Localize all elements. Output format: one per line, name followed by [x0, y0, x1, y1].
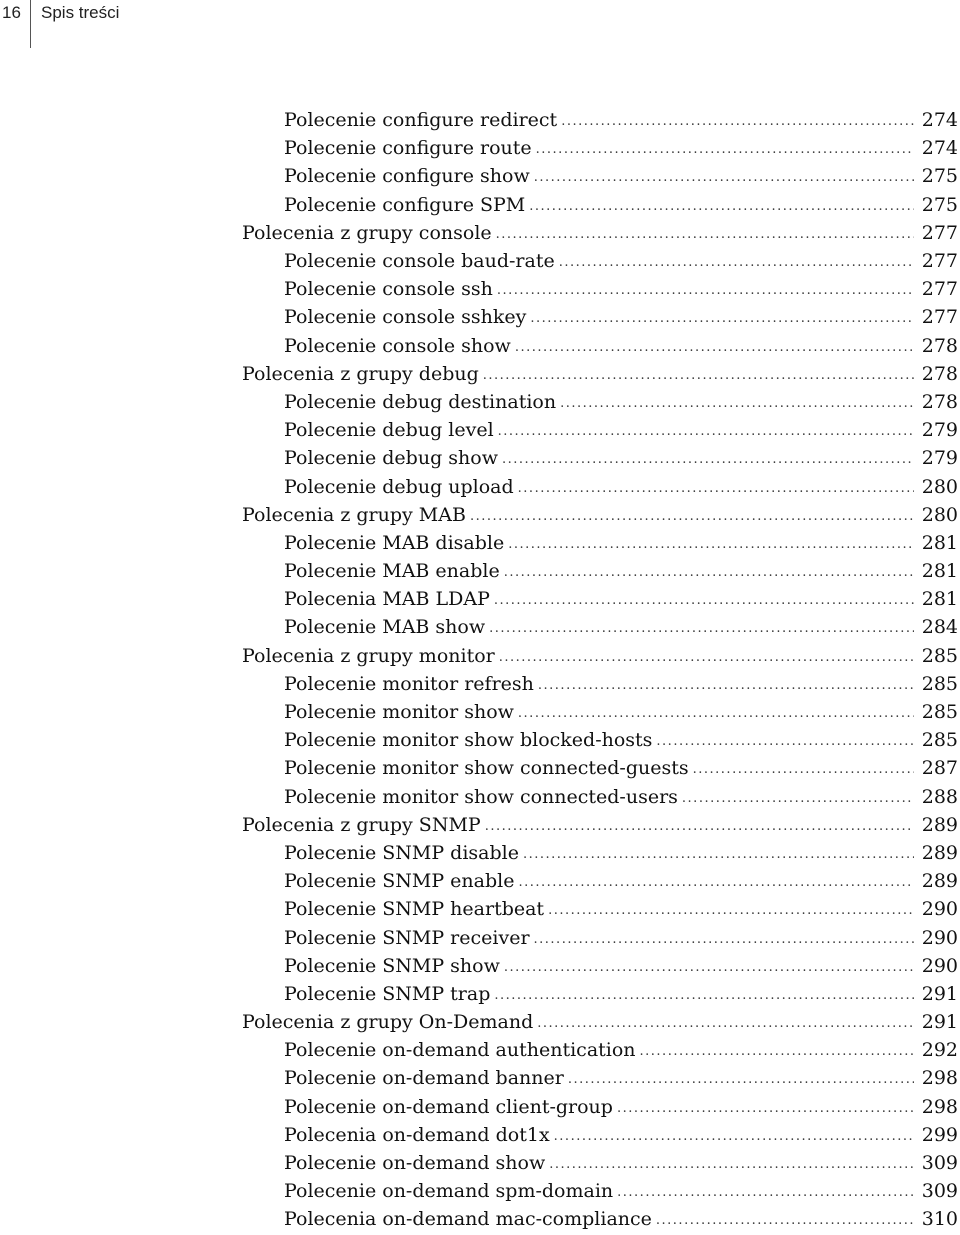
toc-subsection-entry[interactable]	[240, 1121, 960, 1149]
toc-dot-leader	[530, 303, 914, 331]
toc-dot-leader	[656, 1205, 914, 1233]
toc-section-entry[interactable]	[240, 642, 960, 670]
toc-entry-page-number: 277	[921, 250, 958, 273]
toc-entry-page-number: 289	[921, 813, 958, 836]
toc-entry-title: Polecenie SNMP trap	[284, 982, 491, 1005]
toc-section-entry[interactable]	[240, 501, 960, 529]
toc-entry-page-number: 277	[921, 221, 958, 244]
toc-subsection-entry[interactable]	[240, 1064, 960, 1092]
toc-entry-page-number: 285	[921, 644, 958, 667]
toc-entry-page-number: 290	[921, 898, 958, 921]
toc-entry-title: Polecenie debug destination	[284, 390, 557, 413]
toc-subsection-entry[interactable]	[240, 247, 960, 275]
toc-entry-page-number: 285	[921, 729, 958, 752]
toc-dot-leader	[536, 134, 914, 162]
toc-entry-page-number: 290	[921, 926, 958, 949]
toc-entry-page-number: 298	[921, 1095, 958, 1118]
toc-dot-leader	[499, 642, 914, 670]
toc-subsection-entry[interactable]	[240, 1036, 960, 1064]
header-divider	[30, 0, 31, 48]
table-of-contents	[240, 106, 960, 1234]
toc-entry-page-number: 281	[921, 531, 958, 554]
toc-dot-leader	[656, 726, 914, 754]
toc-dot-leader	[502, 444, 914, 472]
toc-section-entry[interactable]	[240, 360, 960, 388]
toc-entry-title: Polecenie MAB disable	[284, 531, 505, 554]
toc-dot-leader	[561, 106, 914, 134]
toc-entry-page-number: 284	[921, 616, 958, 639]
toc-entry-title: Polecenie monitor show	[284, 701, 514, 724]
toc-section-entry[interactable]	[240, 219, 960, 247]
page-header	[0, 0, 300, 48]
toc-entry-title: Polecenie SNMP receiver	[284, 926, 530, 949]
toc-subsection-entry[interactable]	[240, 613, 960, 641]
toc-subsection-entry[interactable]	[240, 1093, 960, 1121]
toc-entry-page-number: 275	[921, 193, 958, 216]
toc-dot-leader	[518, 473, 914, 501]
toc-entry-title: Polecenia z grupy MAB	[242, 503, 466, 526]
toc-entry-title: Polecenie on-demand authentication	[284, 1039, 636, 1062]
toc-dot-leader	[568, 1064, 914, 1092]
toc-dot-leader	[515, 332, 914, 360]
toc-entry-page-number: 285	[921, 701, 958, 724]
toc-entry-page-number: 280	[921, 475, 958, 498]
toc-dot-leader	[518, 867, 914, 895]
toc-dot-leader	[560, 388, 914, 416]
toc-dot-leader	[559, 247, 914, 275]
toc-dot-leader	[508, 529, 914, 557]
page-number: 16	[2, 3, 21, 22]
toc-subsection-entry[interactable]	[240, 444, 960, 472]
toc-subsection-entry[interactable]	[240, 106, 960, 134]
toc-dot-leader	[494, 980, 914, 1008]
toc-entry-title: Polecenie configure redirect	[284, 109, 558, 132]
toc-entry-title: Polecenie debug level	[284, 419, 494, 442]
toc-entry-title: Polecenie console ssh	[284, 278, 493, 301]
toc-subsection-entry[interactable]	[240, 529, 960, 557]
toc-dot-leader	[518, 698, 914, 726]
toc-subsection-entry[interactable]	[240, 839, 960, 867]
toc-dot-leader	[640, 1036, 914, 1064]
toc-entry-title: Polecenie SNMP heartbeat	[284, 898, 545, 921]
toc-subsection-entry[interactable]	[240, 134, 960, 162]
toc-dot-leader	[496, 219, 914, 247]
toc-entry-page-number: 285	[921, 672, 958, 695]
toc-entry-page-number: 280	[921, 503, 958, 526]
toc-subsection-entry[interactable]	[240, 867, 960, 895]
toc-entry-page-number: 281	[921, 588, 958, 611]
toc-entry-page-number: 279	[921, 447, 958, 470]
toc-subsection-entry[interactable]	[240, 1149, 960, 1177]
toc-entry-title: Polecenia z grupy console	[242, 221, 492, 244]
toc-entry-page-number: 277	[921, 306, 958, 329]
toc-entry-page-number: 309	[921, 1152, 958, 1175]
toc-dot-leader	[693, 754, 914, 782]
toc-subsection-entry[interactable]	[240, 585, 960, 613]
toc-dot-leader	[554, 1121, 914, 1149]
toc-entry-page-number: 278	[921, 390, 958, 413]
toc-entry-page-number: 279	[921, 419, 958, 442]
toc-entry-title: Polecenie monitor refresh	[284, 672, 534, 695]
toc-entry-title: Polecenia z grupy On-Demand	[242, 1011, 534, 1034]
toc-dot-leader	[529, 191, 914, 219]
toc-entry-title: Polecenia z grupy debug	[242, 362, 479, 385]
toc-subsection-entry[interactable]	[240, 416, 960, 444]
toc-subsection-entry[interactable]	[240, 1205, 960, 1233]
toc-subsection-entry[interactable]	[240, 783, 960, 811]
toc-entry-title: Polecenie debug upload	[284, 475, 514, 498]
toc-dot-leader	[617, 1177, 914, 1205]
toc-dot-leader	[523, 839, 914, 867]
toc-entry-page-number: 298	[921, 1067, 958, 1090]
toc-entry-title: Polecenie SNMP show	[284, 954, 500, 977]
toc-dot-leader	[548, 895, 914, 923]
toc-entry-title: Polecenie monitor show connected-guests	[284, 757, 689, 780]
toc-entry-title: Polecenia z grupy SNMP	[242, 813, 481, 836]
toc-entry-page-number: 278	[921, 362, 958, 385]
toc-dot-leader	[682, 783, 914, 811]
toc-dot-leader	[504, 952, 914, 980]
toc-subsection-entry[interactable]	[240, 303, 960, 331]
toc-subsection-entry[interactable]	[240, 1177, 960, 1205]
toc-entry-title: Polecenie on-demand banner	[284, 1067, 564, 1090]
toc-dot-leader	[617, 1093, 914, 1121]
toc-entry-title: Polecenie on-demand show	[284, 1152, 546, 1175]
section-title: Spis treści	[41, 3, 120, 22]
toc-entry-page-number: 278	[921, 334, 958, 357]
toc-entry-title: Polecenie MAB enable	[284, 560, 500, 583]
toc-section-entry[interactable]	[240, 1008, 960, 1036]
toc-section-entry[interactable]	[240, 811, 960, 839]
toc-entry-page-number: 289	[921, 870, 958, 893]
toc-entry-title: Polecenie console sshkey	[284, 306, 527, 329]
toc-entry-title: Polecenie SNMP enable	[284, 870, 515, 893]
toc-dot-leader	[489, 613, 914, 641]
toc-entry-title: Polecenie configure SPM	[284, 193, 526, 216]
toc-entry-page-number: 277	[921, 278, 958, 301]
toc-entry-page-number: 292	[921, 1039, 958, 1062]
toc-subsection-entry[interactable]	[240, 698, 960, 726]
toc-dot-leader	[534, 162, 914, 190]
toc-subsection-entry[interactable]	[240, 952, 960, 980]
toc-entry-title: Polecenie SNMP disable	[284, 841, 519, 864]
toc-entry-title: Polecenie on-demand spm-domain	[284, 1180, 614, 1203]
toc-entry-title: Polecenie MAB show	[284, 616, 486, 639]
toc-subsection-entry[interactable]	[240, 275, 960, 303]
toc-entry-title: Polecenie configure show	[284, 165, 530, 188]
toc-entry-title: Polecenia z grupy monitor	[242, 644, 495, 667]
toc-dot-leader	[483, 360, 914, 388]
toc-entry-title: Polecenie monitor show connected-users	[284, 785, 678, 808]
toc-entry-page-number: 281	[921, 560, 958, 583]
toc-entry-title: Polecenie configure route	[284, 137, 532, 160]
toc-subsection-entry[interactable]	[240, 754, 960, 782]
toc-dot-leader	[537, 1008, 914, 1036]
toc-dot-leader	[497, 275, 914, 303]
toc-subsection-entry[interactable]	[240, 670, 960, 698]
toc-entry-page-number: 291	[921, 1011, 958, 1034]
toc-entry-page-number: 290	[921, 954, 958, 977]
toc-entry-page-number: 287	[921, 757, 958, 780]
toc-subsection-entry[interactable]	[240, 332, 960, 360]
toc-entry-page-number: 291	[921, 982, 958, 1005]
toc-entry-page-number: 310	[921, 1208, 958, 1231]
toc-entry-page-number: 309	[921, 1180, 958, 1203]
toc-entry-page-number: 299	[921, 1123, 958, 1146]
toc-entry-page-number: 288	[921, 785, 958, 808]
toc-subsection-entry[interactable]	[240, 472, 960, 500]
toc-entry-title: Polecenie console show	[284, 334, 511, 357]
toc-dot-leader	[504, 557, 914, 585]
toc-dot-leader	[494, 585, 914, 613]
toc-entry-page-number: 274	[921, 109, 958, 132]
toc-subsection-entry[interactable]	[240, 388, 960, 416]
toc-subsection-entry[interactable]	[240, 980, 960, 1008]
toc-entry-title: Polecenie on-demand client-group	[284, 1095, 613, 1118]
toc-dot-leader	[498, 416, 914, 444]
toc-subsection-entry[interactable]	[240, 895, 960, 923]
toc-entry-title: Polecenia on-demand mac-compliance	[284, 1208, 652, 1231]
toc-dot-leader	[534, 924, 914, 952]
toc-subsection-entry[interactable]	[240, 162, 960, 190]
toc-subsection-entry[interactable]	[240, 726, 960, 754]
toc-entry-title: Polecenie debug show	[284, 447, 498, 470]
toc-entry-page-number: 274	[921, 137, 958, 160]
toc-dot-leader	[485, 811, 914, 839]
toc-entry-title: Polecenia on-demand dot1x	[284, 1123, 550, 1146]
toc-entry-page-number: 275	[921, 165, 958, 188]
toc-dot-leader	[549, 1149, 914, 1177]
toc-dot-leader	[470, 501, 914, 529]
toc-subsection-entry[interactable]	[240, 191, 960, 219]
toc-subsection-entry[interactable]	[240, 557, 960, 585]
toc-subsection-entry[interactable]	[240, 923, 960, 951]
toc-dot-leader	[538, 670, 914, 698]
toc-entry-page-number: 289	[921, 841, 958, 864]
toc-entry-title: Polecenie monitor show blocked-hosts	[284, 729, 653, 752]
toc-entry-title: Polecenia MAB LDAP	[284, 588, 490, 611]
toc-entry-title: Polecenie console baud-rate	[284, 250, 555, 273]
